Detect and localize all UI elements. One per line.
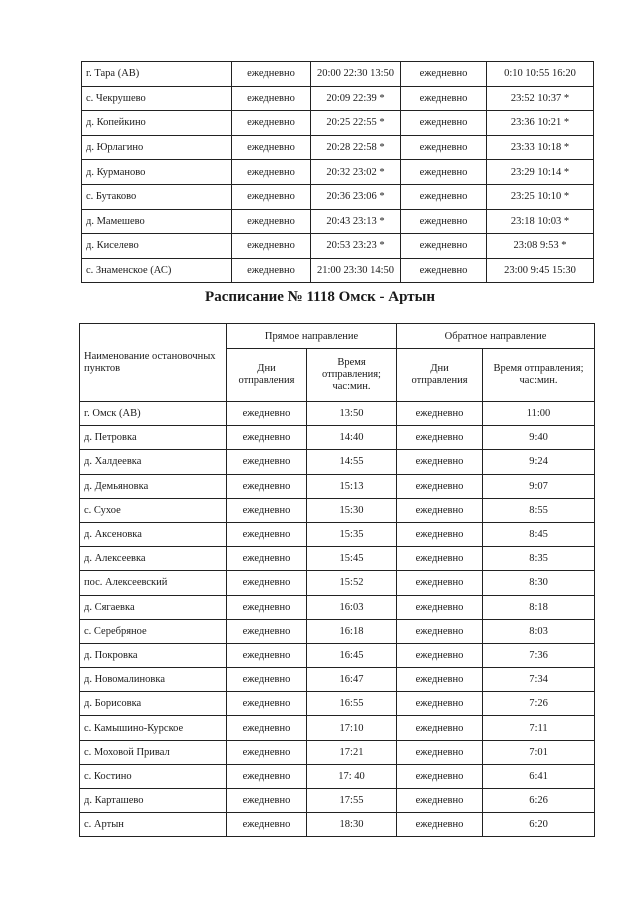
days-back: ежедневно	[397, 450, 483, 474]
time-back: 6:41	[483, 764, 595, 788]
header-forward-direction: Прямое направление	[227, 324, 397, 349]
time-back: 9:07	[483, 474, 595, 498]
days-back: ежедневно	[397, 571, 483, 595]
time-forward: 15:35	[307, 522, 397, 546]
header-days-forward: Дни отправления	[227, 349, 307, 402]
days-forward: ежедневно	[227, 547, 307, 571]
table-row	[82, 234, 594, 259]
stop-name: д. Мамешево	[82, 209, 232, 234]
stop-name: д. Копейкино	[82, 111, 232, 136]
days-back: ежедневно	[401, 111, 487, 136]
stop-name: д. Киселево	[82, 234, 232, 259]
time-back: 8:18	[483, 595, 595, 619]
time-back: 23:00 9:45 15:30	[487, 258, 594, 283]
table-row	[80, 764, 595, 788]
days-back: ежедневно	[401, 184, 487, 209]
table-row	[82, 258, 594, 283]
time-forward: 16:47	[307, 668, 397, 692]
days-back: ежедневно	[397, 764, 483, 788]
table-row	[80, 450, 595, 474]
time-back: 7:34	[483, 668, 595, 692]
time-forward: 13:50	[307, 402, 397, 426]
days-back: ежедневно	[401, 209, 487, 234]
days-back: ежедневно	[397, 668, 483, 692]
days-forward: ежедневно	[232, 234, 311, 259]
days-forward: ежедневно	[227, 813, 307, 837]
time-back: 8:45	[483, 522, 595, 546]
days-forward: ежедневно	[232, 62, 311, 87]
schedule-table-continued	[81, 61, 594, 283]
days-back: ежедневно	[397, 426, 483, 450]
days-back: ежедневно	[397, 547, 483, 571]
time-back: 8:55	[483, 498, 595, 522]
days-forward: ежедневно	[227, 450, 307, 474]
table-row	[80, 426, 595, 450]
stop-name: с. Чекрушево	[82, 86, 232, 111]
time-forward: 17:55	[307, 789, 397, 813]
time-back: 23:18 10:03 *	[487, 209, 594, 234]
days-forward: ежедневно	[227, 402, 307, 426]
time-forward: 20:09 22:39 *	[311, 86, 401, 111]
days-back: ежедневно	[397, 595, 483, 619]
time-back: 9:24	[483, 450, 595, 474]
time-forward: 16:03	[307, 595, 397, 619]
stop-name: с. Костино	[80, 764, 227, 788]
time-back: 9:40	[483, 426, 595, 450]
days-forward: ежедневно	[227, 522, 307, 546]
stop-name: г. Омск (АВ)	[80, 402, 227, 426]
days-forward: ежедневно	[227, 789, 307, 813]
time-forward: 20:36 23:06 *	[311, 184, 401, 209]
days-forward: ежедневно	[227, 643, 307, 667]
stop-name: с. Сухое	[80, 498, 227, 522]
days-forward: ежедневно	[227, 668, 307, 692]
table-row	[82, 160, 594, 185]
time-forward: 18:30	[307, 813, 397, 837]
days-forward: ежедневно	[232, 135, 311, 160]
table-row	[80, 619, 595, 643]
days-back: ежедневно	[401, 234, 487, 259]
time-forward: 16:45	[307, 643, 397, 667]
table-row	[80, 692, 595, 716]
time-forward: 15:13	[307, 474, 397, 498]
header-days-back: Дни отправления	[397, 349, 483, 402]
days-forward: ежедневно	[227, 716, 307, 740]
days-back: ежедневно	[397, 474, 483, 498]
header-stop-names: Наименование остановочных пунктов	[80, 324, 227, 402]
days-forward: ежедневно	[227, 474, 307, 498]
time-forward: 15:52	[307, 571, 397, 595]
stop-name: с. Камышино-Курское	[80, 716, 227, 740]
days-forward: ежедневно	[227, 619, 307, 643]
time-back: 23:25 10:10 *	[487, 184, 594, 209]
days-back: ежедневно	[397, 692, 483, 716]
days-forward: ежедневно	[232, 258, 311, 283]
time-back: 7:01	[483, 740, 595, 764]
stop-name: д. Курманово	[82, 160, 232, 185]
time-forward: 16:18	[307, 619, 397, 643]
header-time-forward: Время отправления; час:мин.	[307, 349, 397, 402]
stop-name: д. Сягаевка	[80, 595, 227, 619]
days-back: ежедневно	[401, 86, 487, 111]
table-row	[80, 522, 595, 546]
stop-name: с. Знаменское (АС)	[82, 258, 232, 283]
stop-name: пос. Алексеевский	[80, 571, 227, 595]
stop-name: д. Халдеевка	[80, 450, 227, 474]
time-back: 23:33 10:18 *	[487, 135, 594, 160]
header-backward-direction: Обратное направление	[397, 324, 595, 349]
days-back: ежедневно	[397, 498, 483, 522]
time-forward: 20:28 22:58 *	[311, 135, 401, 160]
days-forward: ежедневно	[227, 764, 307, 788]
table-row	[80, 789, 595, 813]
table-row	[82, 184, 594, 209]
time-forward: 20:53 23:23 *	[311, 234, 401, 259]
table-row	[80, 595, 595, 619]
time-forward: 16:55	[307, 692, 397, 716]
days-forward: ежедневно	[232, 209, 311, 234]
time-back: 7:36	[483, 643, 595, 667]
days-forward: ежедневно	[227, 426, 307, 450]
time-forward: 20:25 22:55 *	[311, 111, 401, 136]
days-forward: ежедневно	[232, 86, 311, 111]
days-forward: ежедневно	[227, 595, 307, 619]
days-forward: ежедневно	[227, 498, 307, 522]
time-back: 23:29 10:14 *	[487, 160, 594, 185]
time-back: 8:35	[483, 547, 595, 571]
time-forward: 15:45	[307, 547, 397, 571]
time-forward: 17:21	[307, 740, 397, 764]
table-row	[80, 740, 595, 764]
table-row	[80, 716, 595, 740]
stop-name: д. Новомалиновка	[80, 668, 227, 692]
time-forward: 14:55	[307, 450, 397, 474]
time-back: 11:00	[483, 402, 595, 426]
table-row	[80, 498, 595, 522]
schedule-table-1118	[79, 323, 595, 837]
days-forward: ежедневно	[227, 692, 307, 716]
days-back: ежедневно	[397, 813, 483, 837]
table-row	[80, 571, 595, 595]
days-back: ежедневно	[397, 643, 483, 667]
table-row	[80, 668, 595, 692]
stop-name: с. Серебряное	[80, 619, 227, 643]
time-forward: 20:43 23:13 *	[311, 209, 401, 234]
days-back: ежедневно	[397, 522, 483, 546]
stop-name: д. Карташево	[80, 789, 227, 813]
schedule-title: Расписание № 1118 Омск - Артын	[205, 289, 435, 305]
time-back: 0:10 10:55 16:20	[487, 62, 594, 87]
table-row	[82, 135, 594, 160]
table-row	[80, 402, 595, 426]
days-forward: ежедневно	[227, 740, 307, 764]
time-forward: 20:32 23:02 *	[311, 160, 401, 185]
days-back: ежедневно	[397, 716, 483, 740]
table-row	[82, 111, 594, 136]
stop-name: г. Тара (АВ)	[82, 62, 232, 87]
time-forward: 15:30	[307, 498, 397, 522]
time-back: 23:36 10:21 *	[487, 111, 594, 136]
days-back: ежедневно	[401, 135, 487, 160]
days-forward: ежедневно	[227, 571, 307, 595]
days-back: ежедневно	[397, 740, 483, 764]
time-back: 23:08 9:53 *	[487, 234, 594, 259]
time-forward: 17:10	[307, 716, 397, 740]
stop-name: д. Борисовка	[80, 692, 227, 716]
table-row	[82, 86, 594, 111]
stop-name: с. Бутаково	[82, 184, 232, 209]
days-back: ежедневно	[397, 402, 483, 426]
stop-name: д. Демьяновка	[80, 474, 227, 498]
days-forward: ежедневно	[232, 111, 311, 136]
table-row	[80, 813, 595, 837]
stop-name: с. Артын	[80, 813, 227, 837]
table-row	[80, 643, 595, 667]
stop-name: д. Петровка	[80, 426, 227, 450]
days-back: ежедневно	[401, 62, 487, 87]
time-forward: 14:40	[307, 426, 397, 450]
table-row	[82, 62, 594, 87]
stop-name: д. Аксеновка	[80, 522, 227, 546]
time-back: 6:26	[483, 789, 595, 813]
time-forward: 20:00 22:30 13:50	[311, 62, 401, 87]
table-row	[80, 474, 595, 498]
stop-name: с. Моховой Привал	[80, 740, 227, 764]
time-forward: 21:00 23:30 14:50	[311, 258, 401, 283]
stop-name: д. Покровка	[80, 643, 227, 667]
time-back: 23:52 10:37 *	[487, 86, 594, 111]
days-forward: ежедневно	[232, 184, 311, 209]
time-back: 7:11	[483, 716, 595, 740]
stop-name: д. Алексеевка	[80, 547, 227, 571]
time-back: 8:03	[483, 619, 595, 643]
days-back: ежедневно	[401, 258, 487, 283]
table-row	[80, 547, 595, 571]
time-back: 6:20	[483, 813, 595, 837]
stop-name: д. Юрлагино	[82, 135, 232, 160]
time-forward: 17: 40	[307, 764, 397, 788]
days-forward: ежедневно	[232, 160, 311, 185]
days-back: ежедневно	[397, 619, 483, 643]
days-back: ежедневно	[401, 160, 487, 185]
header-time-back: Время отправления; час:мин.	[483, 349, 595, 402]
table-row	[82, 209, 594, 234]
days-back: ежедневно	[397, 789, 483, 813]
time-back: 7:26	[483, 692, 595, 716]
time-back: 8:30	[483, 571, 595, 595]
